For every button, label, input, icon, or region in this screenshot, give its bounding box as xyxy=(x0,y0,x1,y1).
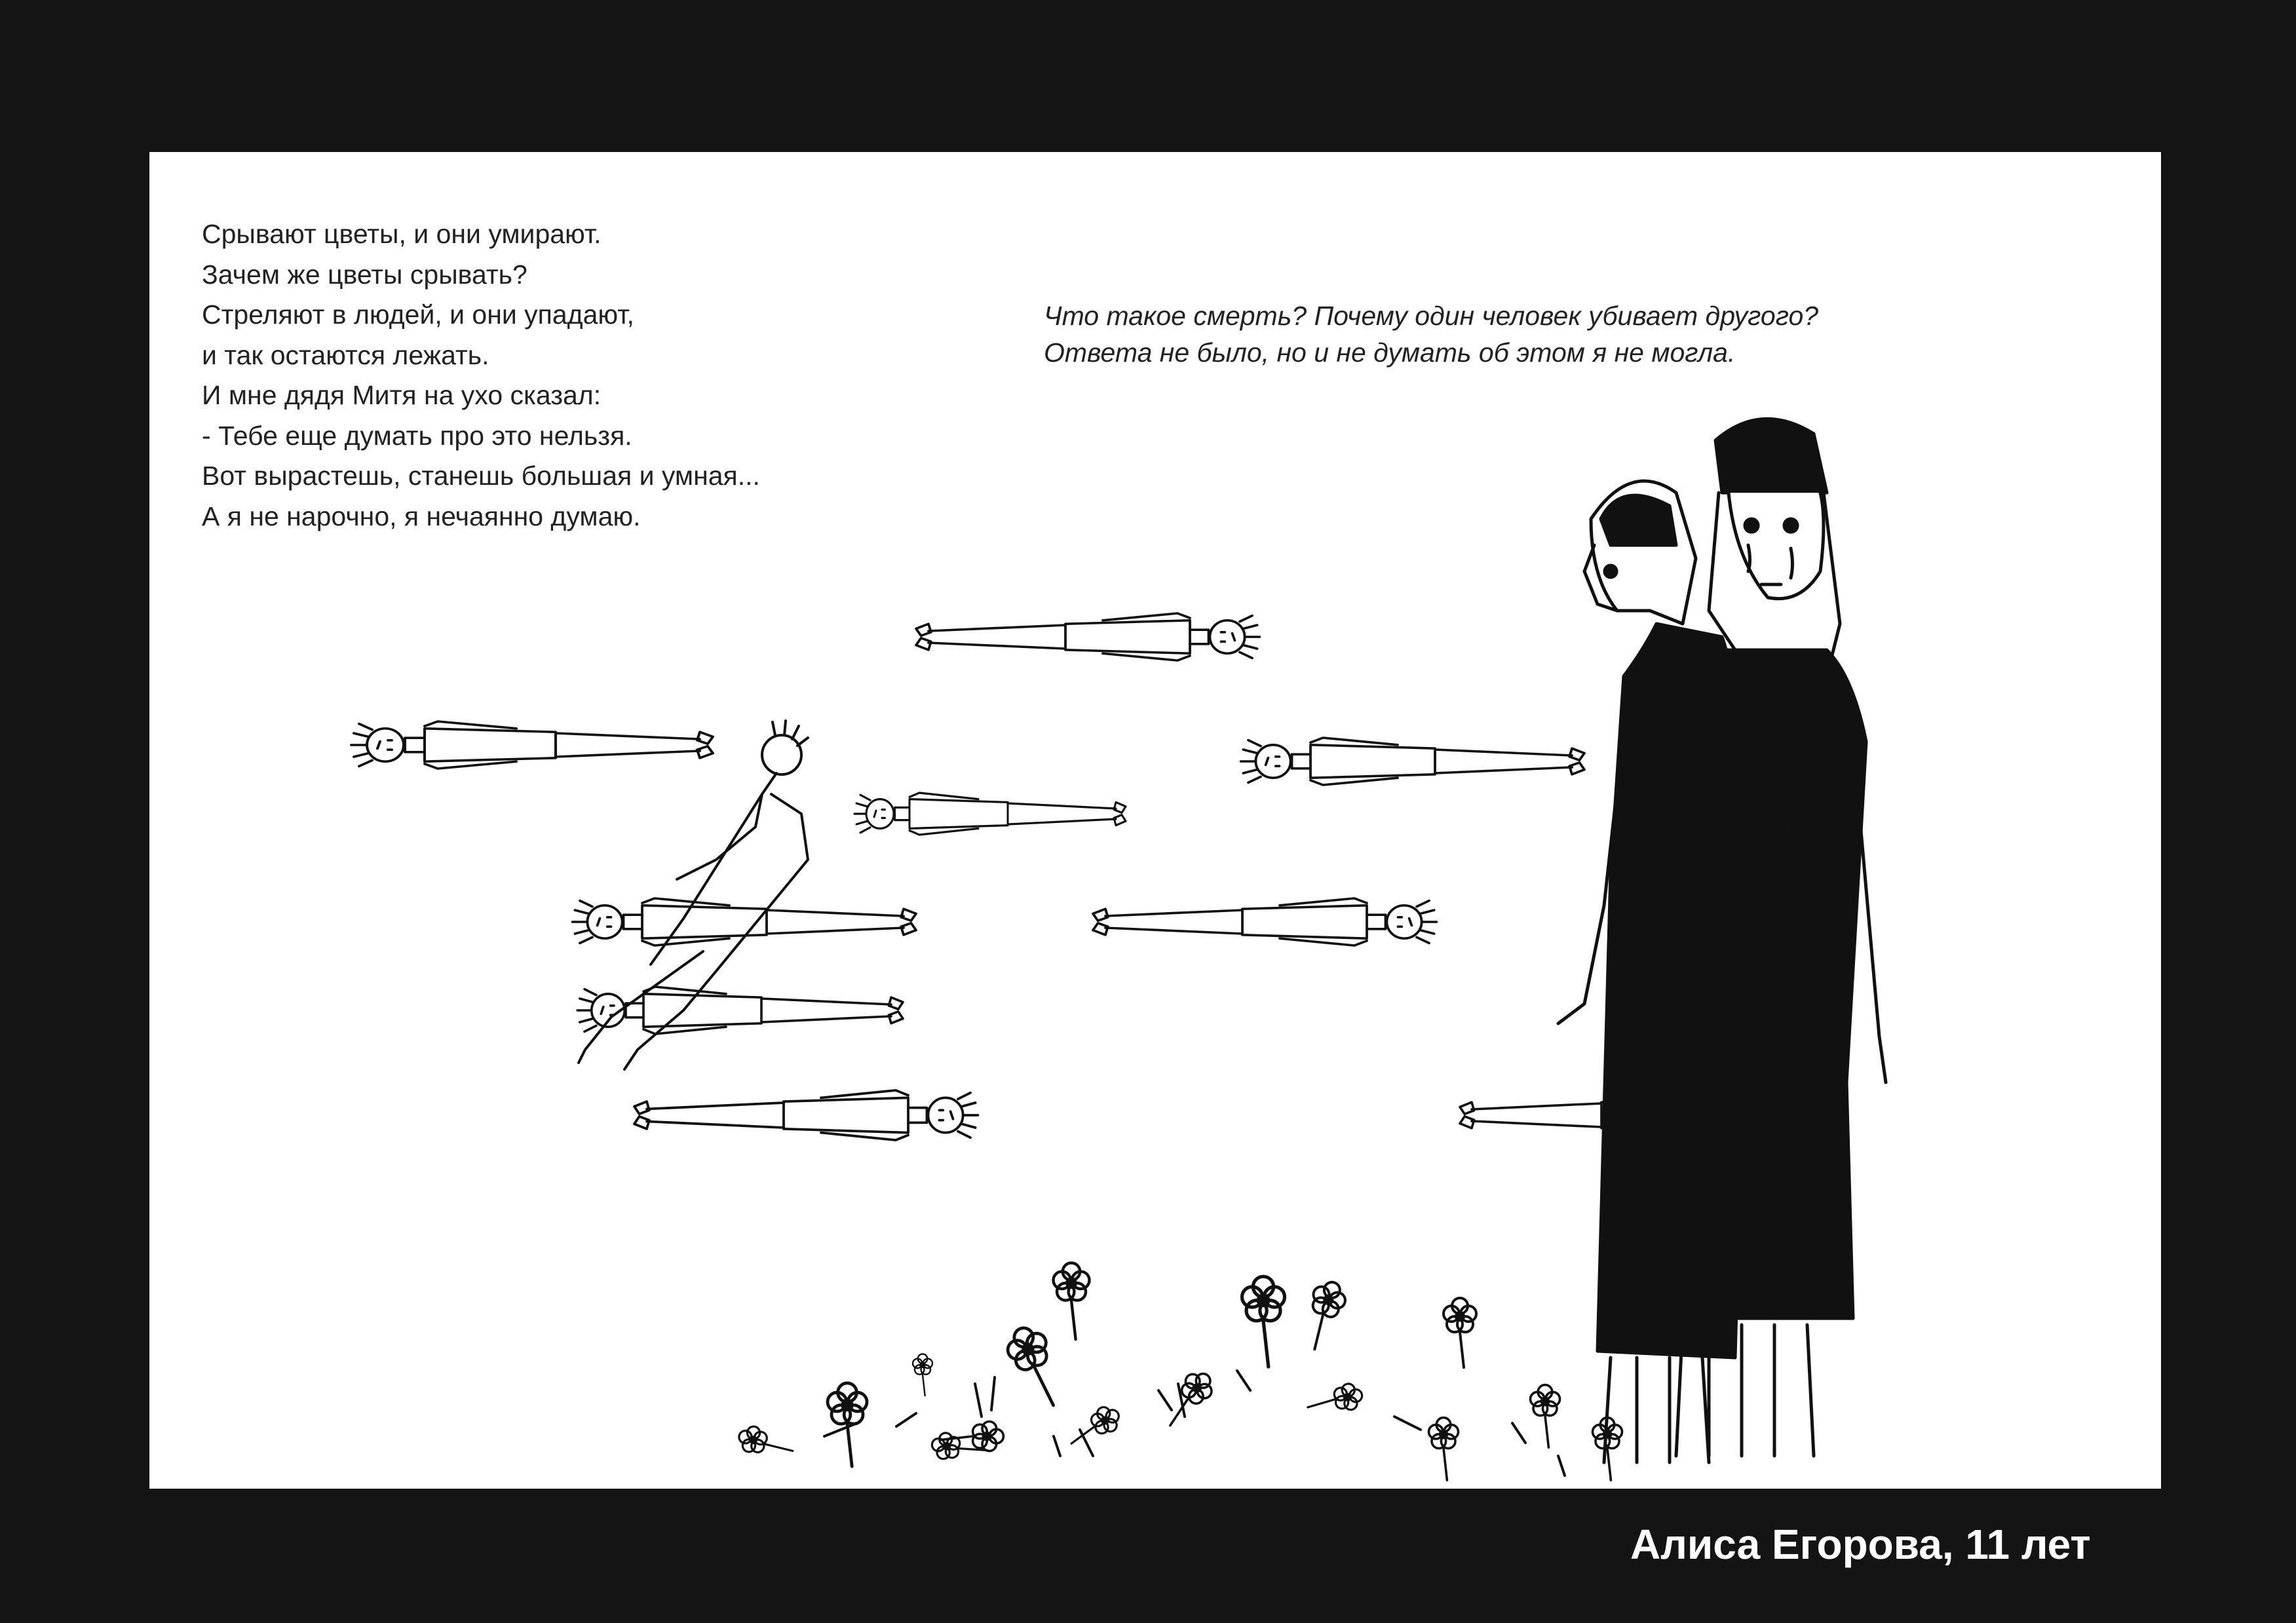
lying-figure xyxy=(916,613,1259,660)
flower xyxy=(1429,1418,1459,1480)
quote-line: Что такое смерть? Почему один человек убивает другого? xyxy=(1044,301,1819,331)
lying-figure xyxy=(1093,898,1436,945)
flower xyxy=(1531,1385,1560,1447)
flower xyxy=(1063,1402,1124,1452)
flower xyxy=(1444,1298,1476,1367)
poem-line: И мне дядя Митя на ухо сказал: xyxy=(202,380,602,410)
flower xyxy=(828,1383,867,1466)
lying-figure xyxy=(1241,738,1584,785)
poem-line: и так остаются лежать. xyxy=(202,339,489,370)
lying-figure xyxy=(577,987,903,1034)
poem-line: Срывают цветы, и они умирают. xyxy=(202,219,602,249)
flower xyxy=(1295,1277,1350,1354)
poem-line: Вот вырастешь, станешь большая и умная... xyxy=(202,461,760,491)
artwork-sheet xyxy=(149,152,2161,1489)
poem-line: - Тебе еще думать про это нельзя. xyxy=(202,420,632,451)
artist-signature: Алиса Егорова, 11 лет xyxy=(1630,1521,2091,1568)
lying-figures xyxy=(351,613,1786,1140)
flower xyxy=(735,1423,796,1466)
flowers xyxy=(735,1263,1622,1480)
poem-line: Зачем же цветы срывать? xyxy=(202,259,527,290)
child-drawing xyxy=(149,152,2161,1489)
quote-line: Ответа не было, но и не думать об этом я не могла. xyxy=(1044,337,1736,368)
standing-girls xyxy=(1558,419,1886,1462)
flower xyxy=(1054,1263,1090,1339)
flower xyxy=(1002,1322,1067,1413)
flower xyxy=(913,1354,932,1396)
poem-line: А я не нарочно, я нечаянно думаю. xyxy=(202,501,641,531)
poem-line: Стреляют в людей, и они упадают, xyxy=(202,299,634,330)
flower xyxy=(1305,1382,1364,1417)
leaning-figure xyxy=(579,721,808,1069)
lying-figure xyxy=(351,721,713,769)
lying-figure xyxy=(854,793,1126,835)
flower xyxy=(1242,1276,1285,1367)
lying-figure xyxy=(634,1090,978,1140)
